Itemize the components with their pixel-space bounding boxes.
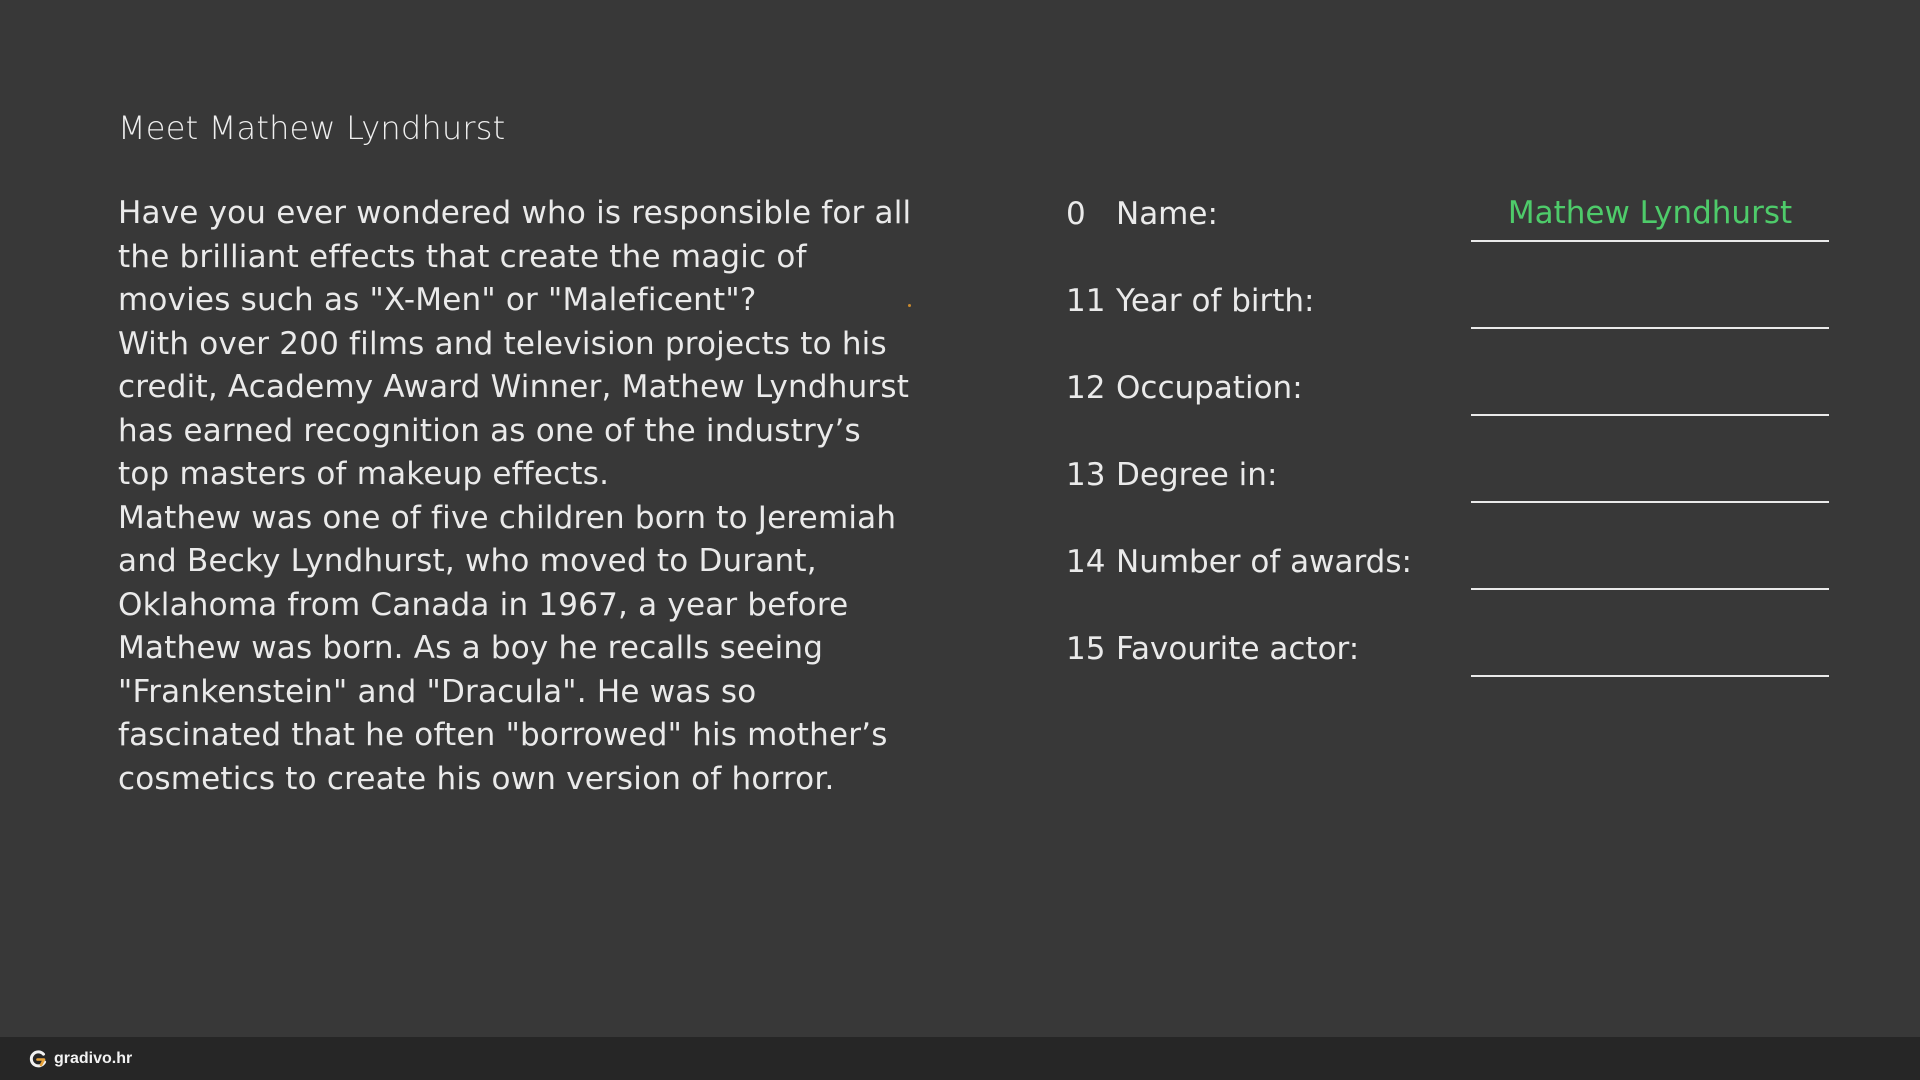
- question-number: 13: [1066, 457, 1106, 493]
- question-label: Number of awards:: [1116, 544, 1412, 580]
- question-label: Occupation:: [1116, 370, 1303, 406]
- question-number: 15: [1066, 631, 1106, 667]
- quiz-row-degree: [1066, 451, 1832, 538]
- question-number: 11: [1066, 283, 1106, 319]
- occupation-answer-input[interactable]: [1471, 364, 1829, 416]
- gradivo-logo-icon: [28, 1049, 48, 1069]
- brand-name: gradivo.hr: [54, 1050, 133, 1067]
- quiz-row-number-of-awards: [1066, 538, 1832, 625]
- article-paragraph-3: Mathew was one of five children born to Jeremiah and Becky Lyndhurst, who moved to Durant, Oklahoma from Canada in 1967, a year before Mathew was born. As a boy he recalls seeing "Frankenstein" and "Dracula". He was so fascinated that he often "borrowed" his mother’s cosmetics to create his own version of horror.: [118, 499, 897, 797]
- quiz-form: [1066, 190, 1832, 712]
- name-answer-input[interactable]: [1471, 190, 1829, 242]
- year-of-birth-answer-input[interactable]: [1471, 277, 1829, 329]
- brand-link[interactable]: [28, 1047, 132, 1071]
- footer-bar: [0, 1037, 1920, 1080]
- cursor-dot: [908, 304, 911, 307]
- quiz-row-favourite-actor: [1066, 625, 1832, 712]
- favourite-actor-answer-input[interactable]: [1471, 625, 1829, 677]
- degree-answer-input[interactable]: [1471, 451, 1829, 503]
- question-number: 0: [1066, 196, 1086, 232]
- number-of-awards-answer-input[interactable]: [1471, 538, 1829, 590]
- article-paragraph-2: With over 200 films and television projects to his credit, Academy Award Winner, Mathew Lyndhurst has earned recognition as one of the industry’s top masters of makeup effects.: [118, 325, 910, 492]
- article-text: [118, 192, 918, 801]
- question-label: Year of birth:: [1116, 283, 1315, 319]
- question-label: Name:: [1116, 196, 1218, 232]
- question-number: 14: [1066, 544, 1106, 580]
- page-title: Meet Mathew Lyndhurst: [118, 109, 506, 147]
- article-paragraph-1: Have you ever wondered who is responsible for all the brilliant effects that create the magic of movies such as "X-Men" or "Maleficent"?: [118, 195, 912, 318]
- quiz-row-occupation: [1066, 364, 1832, 451]
- quiz-row-year-of-birth: [1066, 277, 1832, 364]
- question-label: Favourite actor:: [1116, 631, 1360, 667]
- quiz-row-name: [1066, 190, 1832, 277]
- question-label: Degree in:: [1116, 457, 1278, 493]
- question-number: 12: [1066, 370, 1106, 406]
